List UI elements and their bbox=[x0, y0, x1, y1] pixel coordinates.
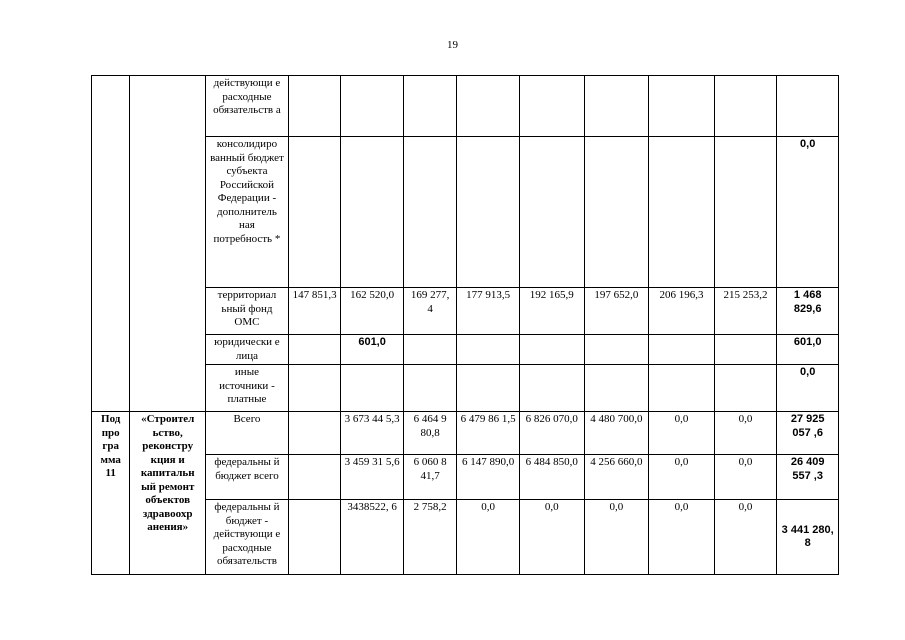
total-cell: 0,0 bbox=[777, 137, 839, 288]
value-cell: 601,0 bbox=[341, 335, 404, 365]
source-cell: юридически е лица bbox=[206, 335, 289, 365]
value-cell bbox=[288, 76, 340, 137]
total-cell: 601,0 bbox=[777, 335, 839, 365]
total-cell: 26 409 557 ,3 bbox=[777, 455, 839, 500]
value-cell bbox=[519, 365, 584, 412]
value-cell: 169 277, 4 bbox=[403, 288, 457, 335]
value-cell bbox=[519, 335, 584, 365]
value-cell: 0,0 bbox=[714, 500, 777, 575]
value-cell: 0,0 bbox=[584, 500, 649, 575]
value-cell bbox=[714, 365, 777, 412]
value-cell bbox=[341, 76, 404, 137]
value-cell bbox=[288, 137, 340, 288]
value-cell: 206 196,3 bbox=[649, 288, 715, 335]
value-cell: 4 480 700,0 bbox=[584, 412, 649, 455]
value-cell: 2 758,2 bbox=[403, 500, 457, 575]
value-cell bbox=[403, 335, 457, 365]
source-cell: иные источники - платные bbox=[206, 365, 289, 412]
value-cell: 3 459 31 5,6 bbox=[341, 455, 404, 500]
value-cell: 6 147 890,0 bbox=[457, 455, 520, 500]
value-cell bbox=[341, 137, 404, 288]
value-cell bbox=[403, 76, 457, 137]
value-cell bbox=[288, 365, 340, 412]
value-cell bbox=[288, 500, 340, 575]
value-cell: 0,0 bbox=[649, 455, 715, 500]
value-cell bbox=[519, 137, 584, 288]
value-cell: 0,0 bbox=[714, 455, 777, 500]
source-cell: Всего bbox=[206, 412, 289, 455]
value-cell: 6 826 070,0 bbox=[519, 412, 584, 455]
value-cell: 6 479 86 1,5 bbox=[457, 412, 520, 455]
value-cell: 147 851,3 bbox=[288, 288, 340, 335]
table-row bbox=[92, 412, 839, 455]
source-cell: федеральны й бюджет всего bbox=[206, 455, 289, 500]
value-cell bbox=[457, 76, 520, 137]
value-cell: 177 913,5 bbox=[457, 288, 520, 335]
value-cell bbox=[714, 76, 777, 137]
page-number: 19 bbox=[447, 39, 458, 51]
value-cell: 3 673 44 5,3 bbox=[341, 412, 404, 455]
value-cell: 6 484 850,0 bbox=[519, 455, 584, 500]
value-cell bbox=[649, 335, 715, 365]
value-cell: 0,0 bbox=[519, 500, 584, 575]
source-cell: федеральны й бюджет - действующи е расходные обязательств bbox=[206, 500, 289, 575]
value-cell: 215 253,2 bbox=[714, 288, 777, 335]
value-cell: 6 464 9 80,8 bbox=[403, 412, 457, 455]
value-cell bbox=[649, 137, 715, 288]
value-cell bbox=[288, 412, 340, 455]
value-cell: 192 165,9 bbox=[519, 288, 584, 335]
value-cell bbox=[649, 76, 715, 137]
value-cell bbox=[403, 365, 457, 412]
subprogram-name-cell bbox=[130, 76, 206, 412]
value-cell bbox=[584, 137, 649, 288]
value-cell: 6 060 8 41,7 bbox=[403, 455, 457, 500]
subprogram-name: «Строител ьство, реконстру кция и капитальн ый ремонт объектов здравоохр анения» bbox=[130, 412, 206, 575]
total-cell: 3 441 280, 8 bbox=[777, 500, 839, 575]
value-cell bbox=[457, 335, 520, 365]
value-cell bbox=[584, 76, 649, 137]
value-cell: 0,0 bbox=[649, 500, 715, 575]
value-cell bbox=[403, 137, 457, 288]
total-cell: 1 468 829,6 bbox=[777, 288, 839, 335]
value-cell: 197 652,0 bbox=[584, 288, 649, 335]
source-cell: территориал ьный фонд ОМС bbox=[206, 288, 289, 335]
value-cell bbox=[457, 137, 520, 288]
value-cell bbox=[457, 365, 520, 412]
total-cell: 27 925 057 ,6 bbox=[777, 412, 839, 455]
source-cell: действующи е расходные обязательств а bbox=[206, 76, 289, 137]
value-cell bbox=[584, 365, 649, 412]
value-cell: 4 256 660,0 bbox=[584, 455, 649, 500]
budget-table bbox=[91, 75, 839, 575]
source-cell: консолидиро ванный бюджет субъекта Российской Федерации - дополнитель ная потребность * bbox=[206, 137, 289, 288]
value-cell bbox=[649, 365, 715, 412]
value-cell bbox=[714, 335, 777, 365]
value-cell bbox=[714, 137, 777, 288]
value-cell: 162 520,0 bbox=[341, 288, 404, 335]
value-cell bbox=[288, 335, 340, 365]
subprogram-label: Под про гра мма 11 bbox=[92, 412, 130, 575]
value-cell bbox=[519, 76, 584, 137]
subprogram-label-cell bbox=[92, 76, 130, 412]
value-cell bbox=[584, 335, 649, 365]
table-row bbox=[92, 76, 839, 137]
value-cell: 3438522, 6 bbox=[341, 500, 404, 575]
total-cell bbox=[777, 76, 839, 137]
value-cell: 0,0 bbox=[649, 412, 715, 455]
value-cell bbox=[341, 365, 404, 412]
value-cell: 0,0 bbox=[714, 412, 777, 455]
total-cell: 0,0 bbox=[777, 365, 839, 412]
value-cell bbox=[288, 455, 340, 500]
value-cell: 0,0 bbox=[457, 500, 520, 575]
